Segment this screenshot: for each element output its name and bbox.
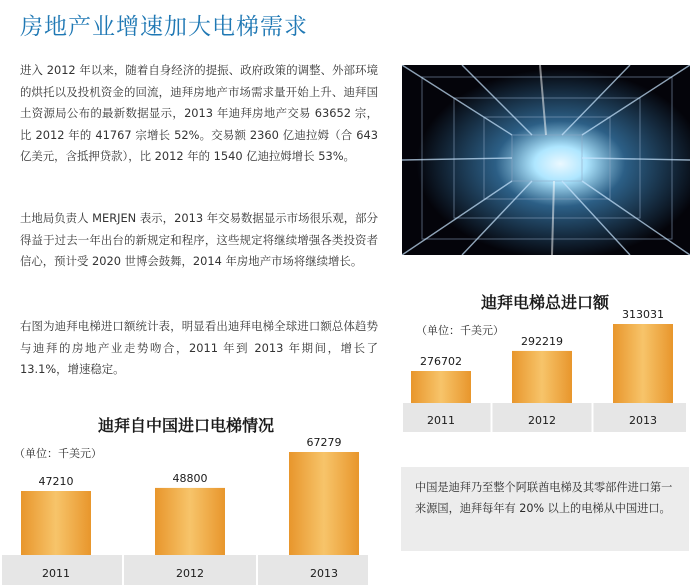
bar-2011 — [411, 371, 471, 403]
chart-title: 迪拜自中国进口电梯情况 — [97, 416, 274, 435]
bar-2013 — [289, 452, 359, 555]
bar-2011 — [21, 491, 91, 555]
category-label: 2011 — [42, 567, 70, 580]
paragraph-land-bureau: 土地局负责人 MERJEN 表示，2013 年交易数据显示市场很乐观，部分得益于过去一年出台的新规定和程序，这些规定将继续增强各类投资者信心，预计受 2020 世博会鼓舞，2014 年房地产市场将继续增长。 — [20, 211, 378, 269]
unit-label: （单位：千美元） — [416, 324, 504, 337]
data-label: 48800 — [172, 471, 208, 485]
total-imports-chart — [400, 290, 690, 435]
elevator-shaft-photo — [402, 65, 690, 255]
data-label: 67279 — [306, 436, 342, 449]
chart-title: 迪拜电梯总进口额 — [480, 293, 609, 312]
bar-2013 — [613, 324, 673, 403]
bar-2012 — [155, 488, 225, 555]
unit-label: （单位：千美元） — [14, 447, 102, 460]
data-label: 313031 — [622, 308, 664, 321]
china-imports-chart — [0, 410, 372, 585]
category-label: 2013 — [629, 414, 657, 427]
chart-plot — [0, 410, 372, 585]
category-label: 2011 — [427, 414, 455, 427]
data-label: 292219 — [521, 334, 563, 348]
chart-plot — [400, 290, 690, 435]
page-title: 房地产业增速加大电梯需求 — [20, 14, 308, 40]
category-label: 2012 — [176, 567, 204, 580]
data-label: 276702 — [420, 355, 462, 368]
category-label: 2012 — [528, 414, 556, 427]
paragraph-market: 进入 2012 年以来，随着自身经济的提振、政府政策的调整、外部环境的烘托以及投机资金的回流，迪拜房地产市场需求量开始上升、迪拜国土资源局公布的最新数据显示，2013 年迪拜房地产交易 63652 宗，比 2012 年的 41767 宗增长 52%。交易额 2360 亿迪拉姆（合 643 亿美元，含抵押贷款），比 2012 年的 1540 亿迪拉姆增长 53%。 — [20, 63, 378, 164]
china-source-note: 中国是迪拜乃至整个阿联酋电梯及其零部件进口第一来源国，迪拜每年有 20% 以上的电梯从中国进口。 — [401, 467, 689, 551]
elevator-shaft-illustration — [402, 65, 690, 255]
paragraph-import-trend: 右图为迪拜电梯进口额统计表，明显看出迪拜电梯全球进口额总体趋势与迪拜的房地产业走势吻合，2011 年到 2013 年期间，增长了 13.1%，增速稳定。 — [20, 319, 378, 377]
category-label: 2013 — [310, 567, 338, 580]
data-label: 47210 — [38, 475, 74, 488]
bar-2012 — [512, 351, 572, 403]
